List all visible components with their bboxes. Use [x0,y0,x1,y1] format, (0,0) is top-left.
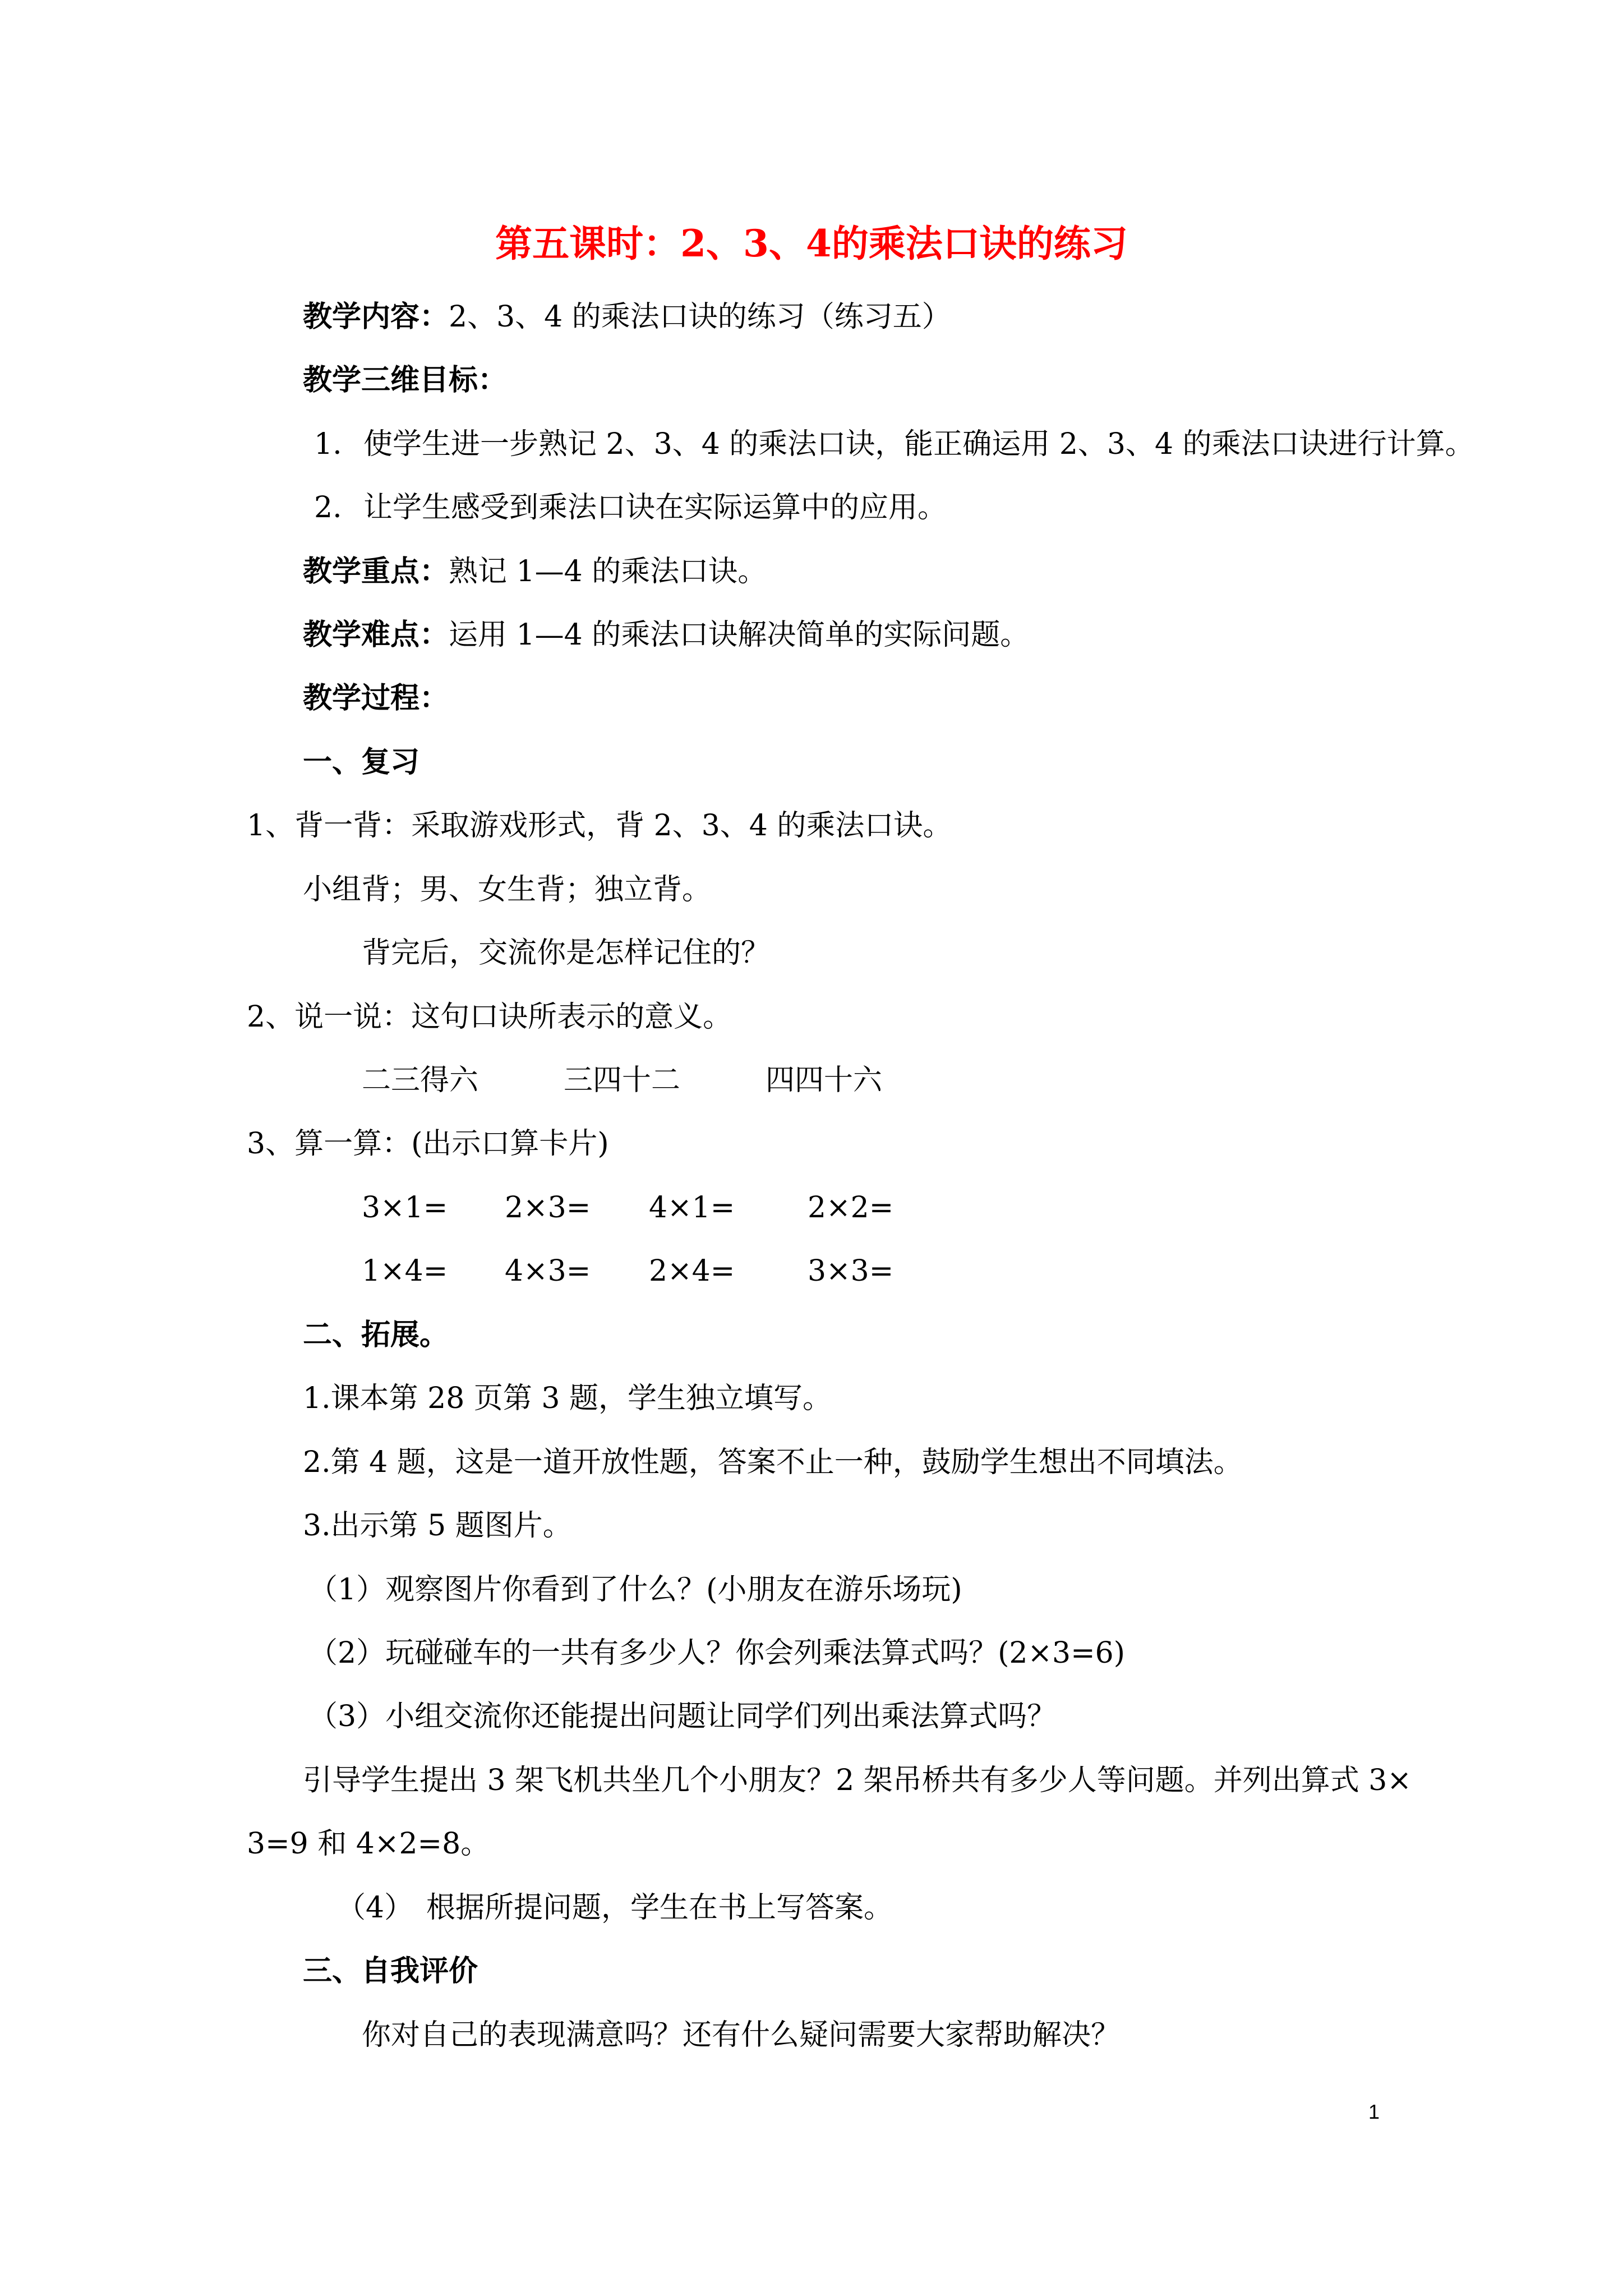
page-number: 1 [1368,2100,1380,2123]
calc-card: 2×4= [649,1254,735,1288]
extension-3-question-4-number: （4） [336,1891,414,1925]
calc-card: 3×3= [808,1254,894,1288]
difficulty-label: 教学难点： [303,618,449,652]
calc-card: 4×3= [505,1254,591,1288]
teaching-content-label: 教学内容： [303,300,449,334]
review-1-sub: 小组背；男、女生背；独立背。 [303,873,712,907]
teaching-content-line [303,297,951,337]
calc-card: 4×1= [649,1191,735,1225]
extension-3-question-4-text: 根据所提问题，学生在书上写答案。 [426,1891,893,1925]
teaching-content-text: 2、3、4 的乘法口诀的练习（练习五） [449,300,951,334]
extension-3-question-3: （3）小组交流你还能提出问题让同学们列出乘法算式吗？ [308,1700,1057,1733]
extension-2: 2.第 4 题，这是一道开放性题，答案不止一种，鼓励学生想出不同填法。 [303,1446,1243,1479]
extension-3-question-2: （2）玩碰碰车的一共有多少人？你会列乘法算式吗？(2×3=6) [308,1636,1126,1670]
page-title: 第五课时：2、3、4的乘法口诀的练习 [495,222,1128,265]
self-evaluation: 你对自己的表现满意吗？还有什么疑问需要大家帮助解决？ [362,2018,1121,2052]
goal-1-text: 使学生进一步熟记 2、3、4 的乘法口诀，能正确运用 2、3、4 的乘法口诀进行计算。 [363,427,1474,461]
mnemonic-item: 四四十六 [766,1064,883,1097]
review-1-question: 背完后，交流你是怎样记住的？ [362,936,771,970]
process-heading: 教学过程： [303,681,449,715]
goals-heading: 教学三维目标： [303,363,508,397]
section-3-heading: 三、自我评价 [303,1954,478,1988]
review-1: 1、背一背：采取游戏形式，背 2、3、4 的乘法口诀。 [247,809,952,843]
review-2: 2、说一说：这句口诀所表示的意义。 [247,1000,732,1034]
goal-1-number: 1. [314,427,342,461]
guide-line-2: 3=9 和 4×2=8。 [247,1827,490,1861]
difficulty-line [303,615,1029,655]
difficulty-text: 运用 1—4 的乘法口诀解决简单的实际问题。 [449,618,1030,652]
review-3: 3、算一算：(出示口算卡片) [247,1127,609,1161]
mnemonic-item: 二三得六 [362,1064,479,1097]
mnemonic-item: 三四十二 [564,1064,681,1097]
calc-card: 2×2= [808,1191,894,1225]
key-point-text: 熟记 1—4 的乘法口诀。 [449,555,767,588]
calc-card: 1×4= [362,1254,448,1288]
key-point-label: 教学重点： [303,554,449,588]
extension-1: 1.课本第 28 页第 3 题，学生独立填写。 [303,1382,832,1415]
calc-card: 2×3= [505,1191,591,1225]
guide-line-1: 引导学生提出 3 架飞机共坐几个小朋友？2 架吊桥共有多少人等问题。并列出算式 3× [303,1764,1412,1797]
section-1-heading: 一、复习 [303,745,420,779]
calc-card: 3×1= [362,1191,448,1225]
goal-2-text: 让学生感受到乘法口诀在实际运算中的应用。 [363,491,947,524]
extension-3: 3.出示第 5 题图片。 [303,1509,572,1543]
goal-2-number: 2. [314,491,342,524]
section-2-heading: 二、拓展。 [303,1318,449,1352]
key-point-line [303,552,767,591]
extension-3-question-1: （1）观察图片你看到了什么？(小朋友在游乐场玩) [308,1573,962,1607]
